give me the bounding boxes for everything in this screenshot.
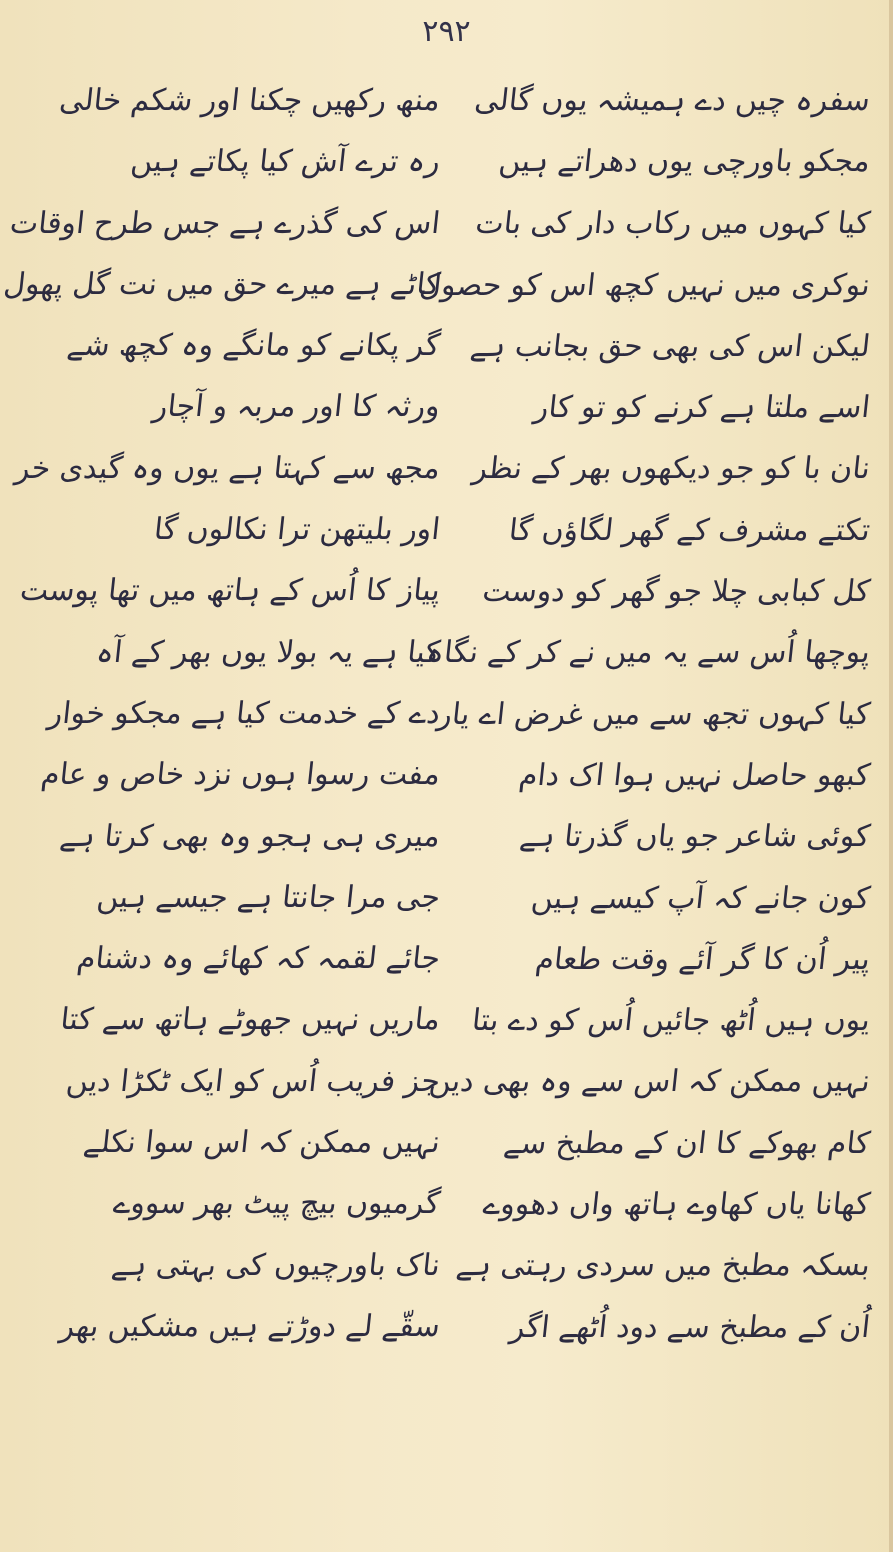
verse-line: کیا کہوں میں رکاب دار کی بات — [473, 205, 872, 241]
verse-line: رہ ترے آش کیا پکاتے ہیں — [129, 144, 442, 180]
verse-line: تکتے مشرف کے گھر لگاؤں گا — [507, 512, 872, 548]
verse-line: کیا کہوں تجھ سے میں غرض اے یار — [435, 696, 872, 732]
verse-line: نوکری میں نہیں کچھ اس کو حصول — [417, 267, 872, 303]
verse-line: منھ رکھیں چکنا اور شکم خالی — [57, 83, 442, 118]
verse-line: کبھو حاصل نہیں ہوا اک دام — [517, 757, 872, 793]
verse-line: لیکن اس کی بھی حق بجانب ہے — [468, 328, 872, 364]
verse-line: کھانا یاں کھاوے ہاتھ واں دھووے — [481, 1187, 872, 1223]
verse-line: گر پکانے کو مانگے وہ کچھ شے — [65, 328, 442, 364]
verse-line: اسے ملتا ہے کرنے کو تو کار — [532, 390, 872, 426]
verse-line: کوئی شاعر جو یاں گذرتا ہے — [517, 819, 872, 855]
page-number: ۲۹۲ — [422, 14, 471, 49]
verse-line: ناک باورچیوں کی بہتی ہے — [109, 1247, 442, 1283]
verse-line: جی مرا جانتا ہے جیسے ہیں — [95, 879, 442, 915]
verse-line: کون جانے کہ آپ کیسے ہیں — [529, 880, 872, 916]
verse-line: اور بلیتھن ترا نکالوں گا — [152, 512, 442, 548]
verse-line: ماریں نہیں جھوٹے ہاتھ سے کتا — [58, 1002, 442, 1038]
verse-line: ورثہ کا اور مربہ و آچار — [151, 389, 442, 425]
verse-line: پیاز کا اُس کے ہاتھ میں تھا پوست — [18, 573, 442, 609]
page-edge — [889, 0, 893, 1552]
left-column — [1, 70, 442, 1357]
verse-line: نان با کو جو دیکھوں بھر کے نظر — [470, 451, 872, 487]
verse-line: نہیں ممکن کہ اس سوا نکلے — [81, 1125, 442, 1161]
verse-line: بسکہ مطبخ میں سردی رہتی ہے — [454, 1248, 872, 1284]
verse-line: سقّے لے دوڑتے ہیں مشکیں بھر — [58, 1308, 442, 1344]
verse-line: مجکو باورچی یوں دھراتے ہیں — [497, 144, 872, 180]
verse-line: کیا ہے یہ بولا یوں بھر کے آہ — [94, 634, 442, 670]
verse-line: دے کے خدمت کیا ہے مجکو خوار — [46, 695, 442, 731]
verse-line: کام بھوکے کا ان کے مطبخ سے — [501, 1125, 872, 1161]
verse-line: یوں ہیں اُٹھ جائیں اُس کو دے بتا — [470, 1003, 872, 1039]
verse-line: گرمیوں بیچ پیٹ بھر سووے — [111, 1186, 442, 1222]
verse-line: پوچھا اُس سے یہ میں نے کر کے نگاہ — [424, 635, 872, 671]
verse-line: جائے لقمہ کہ کھائے وہ دشنام — [75, 941, 442, 977]
verse-line: کل کبابی چلا جو گھر کو دوست — [480, 574, 872, 610]
verse-line: جز فریب اُس کو ایک ٹکڑا دیں — [64, 1063, 442, 1099]
verse-line: اس کی گذرے ہے جس طرح اوقات — [8, 205, 442, 241]
verse-line: سفرہ چیں دے ہمیشہ یوں گالی — [472, 83, 872, 118]
verse-line: میری ہی ہجو وہ بھی کرتا ہے — [58, 818, 442, 854]
verse-line: اُن کے مطبخ سے دود اُٹھے اگر — [508, 1309, 872, 1345]
verse-line: مفت رسوا ہوں نزد خاص و عام — [39, 757, 442, 793]
verse-line: پیر اُن کا گر آئے وقت طعام — [533, 941, 872, 977]
verse-line: کاٹے ہے میرے حق میں نت گل پھول — [1, 266, 442, 302]
verse-line: نہیں ممکن کہ اس سے وہ بھی دیں — [427, 1064, 872, 1100]
verse-line: مجھ سے کہتا ہے یوں وہ گیدی خر — [13, 450, 442, 486]
right-column — [417, 70, 872, 1358]
